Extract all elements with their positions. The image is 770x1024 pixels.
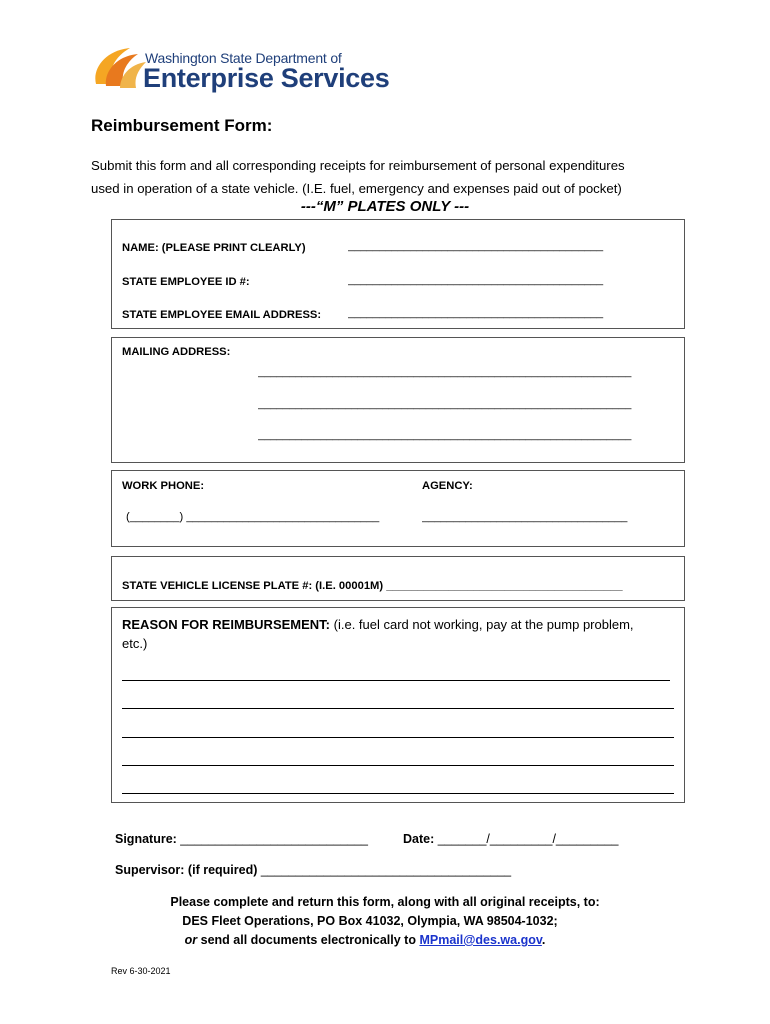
employee-email-field[interactable]: _________________________________________: [348, 307, 604, 319]
reason-line-5[interactable]: [122, 793, 674, 794]
form-title: Reimbursement Form:: [91, 116, 273, 135]
date-label: Date:: [403, 832, 438, 846]
reason-label: REASON FOR REIMBURSEMENT:: [122, 617, 331, 632]
supervisor-field[interactable]: ____________________________________: [260, 863, 512, 877]
supervisor-label: Supervisor: (if required): [115, 863, 261, 877]
intro-line-1: Submit this form and all corresponding receipts for reimbursement of personal expenditures: [91, 158, 625, 173]
license-plate-box: [111, 556, 685, 601]
signature-row: [115, 832, 368, 846]
reason-heading: [122, 617, 634, 632]
agency-label: AGENCY:: [422, 480, 473, 492]
or-text: or: [184, 933, 198, 947]
date-row: [403, 832, 618, 846]
form-intro: [91, 154, 691, 200]
employee-id-field[interactable]: _________________________________________: [348, 274, 604, 286]
return-address: DES Fleet Operations, PO Box 41032, Olympia, WA 98504-1032;: [182, 914, 558, 928]
revision-date: Rev 6-30-2021: [111, 966, 171, 976]
email-line-end: .: [541, 933, 546, 947]
des-logo-icon: [90, 44, 150, 94]
return-instructions-line-1: Please complete and return this form, along with all original receipts, to:: [170, 895, 600, 909]
return-email-line: [0, 933, 750, 947]
signature-label: Signature:: [115, 832, 181, 846]
email-link[interactable]: MPmail@des.wa.gov: [419, 933, 542, 947]
name-label: NAME: (PLEASE PRINT CLEARLY): [122, 242, 306, 254]
plates-note: ---“M” PLATES ONLY ---: [300, 198, 470, 215]
agency-field[interactable]: _________________________________: [422, 511, 628, 523]
mailing-address-line-3[interactable]: ____________________________________________________________: [258, 429, 632, 441]
email-instruction: send all documents electronically to: [197, 933, 420, 947]
reason-box: [111, 607, 685, 803]
mailing-address-line-2[interactable]: ____________________________________________________________: [258, 398, 632, 410]
supervisor-row: [115, 863, 511, 877]
org-name-line1: Washington State Department of: [145, 50, 342, 66]
mailing-address-line-1[interactable]: ____________________________________________________________: [258, 366, 632, 378]
reason-line-2[interactable]: [122, 708, 674, 709]
name-field[interactable]: _________________________________________: [348, 240, 604, 252]
license-plate-field[interactable]: STATE VEHICLE LICENSE PLATE #: (I.E. 00001M) ______________________________________: [122, 580, 623, 592]
reason-line-1[interactable]: [122, 680, 670, 681]
reason-hint: (i.e. fuel card not working, pay at the pump problem,: [333, 617, 634, 632]
date-field[interactable]: _______/_________/_________: [437, 832, 619, 846]
work-phone-label: WORK PHONE:: [122, 480, 205, 492]
employee-email-label: STATE EMPLOYEE EMAIL ADDRESS:: [122, 309, 322, 321]
work-phone-field[interactable]: (________) _______________________________: [126, 511, 380, 523]
logo: [90, 44, 150, 94]
intro-line-2: used in operation of a state vehicle. (I.E. fuel, emergency and expenses paid out of pocket): [91, 181, 622, 196]
reason-hint-cont: etc.): [122, 636, 148, 651]
org-name-line2: Enterprise Services: [143, 63, 390, 93]
employee-id-label: STATE EMPLOYEE ID #:: [122, 276, 250, 288]
reason-line-3[interactable]: [122, 737, 674, 738]
mailing-address-label: MAILING ADDRESS:: [122, 346, 231, 358]
reason-line-4[interactable]: [122, 765, 674, 766]
signature-field[interactable]: ___________________________: [180, 832, 368, 846]
